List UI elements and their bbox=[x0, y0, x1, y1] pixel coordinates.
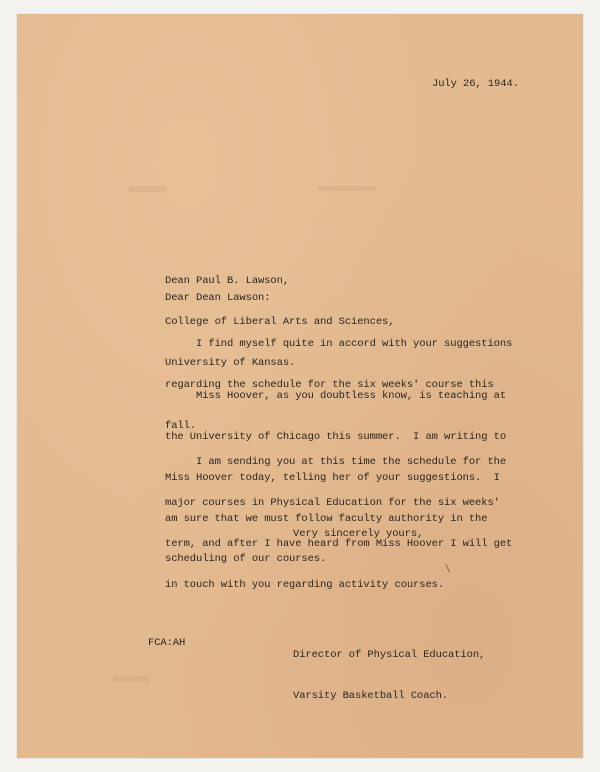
typist-initials: FCA:AH bbox=[148, 637, 186, 649]
paragraph-line: Miss Hoover, as you doubtless know, is teaching at bbox=[165, 390, 507, 403]
signature-role: Varsity Basketball Coach. bbox=[293, 689, 449, 702]
paragraph-line: major courses in Physical Education for the six weeks' bbox=[165, 496, 500, 509]
paper-smudge bbox=[112, 676, 150, 682]
paragraph-line: term, and after I have heard from Miss Hoover I will get bbox=[165, 537, 513, 550]
closing: Very sincerely yours, bbox=[293, 528, 424, 540]
recipient-university: University of Kansas. bbox=[165, 356, 296, 369]
paper-smudge bbox=[317, 186, 377, 191]
letter-page bbox=[17, 14, 583, 758]
salutation: Dear Dean Lawson: bbox=[165, 292, 271, 304]
paragraph-line: am sure that we must follow faculty authority in the bbox=[165, 512, 488, 525]
paragraph-line: fall. bbox=[165, 419, 197, 432]
paragraph-line: in touch with you regarding activity courses. bbox=[165, 578, 445, 591]
paragraph-line: I am sending you at this time the schedule for the bbox=[165, 456, 507, 469]
paragraph-line: scheduling of our courses. bbox=[165, 553, 327, 566]
paragraph-line: I find myself quite in accord with your suggestions bbox=[165, 338, 513, 351]
body-paragraph-3 bbox=[165, 429, 512, 619]
signature-block bbox=[293, 622, 485, 731]
paper-smudge bbox=[127, 186, 167, 192]
recipient-name: Dean Paul B. Lawson, bbox=[165, 275, 290, 288]
paragraph-line: Miss Hoover today, telling her of your suggestions. I bbox=[165, 471, 500, 484]
letter-date: July 26, 1944. bbox=[432, 78, 519, 90]
paragraph-line: the University of Chicago this summer. I am writing to bbox=[165, 430, 507, 443]
recipient-college: College of Liberal Arts and Sciences, bbox=[165, 315, 395, 328]
paragraph-line: regarding the schedule for the six weeks' course this bbox=[165, 378, 494, 391]
signature-title: Director of Physical Education, bbox=[293, 649, 486, 662]
